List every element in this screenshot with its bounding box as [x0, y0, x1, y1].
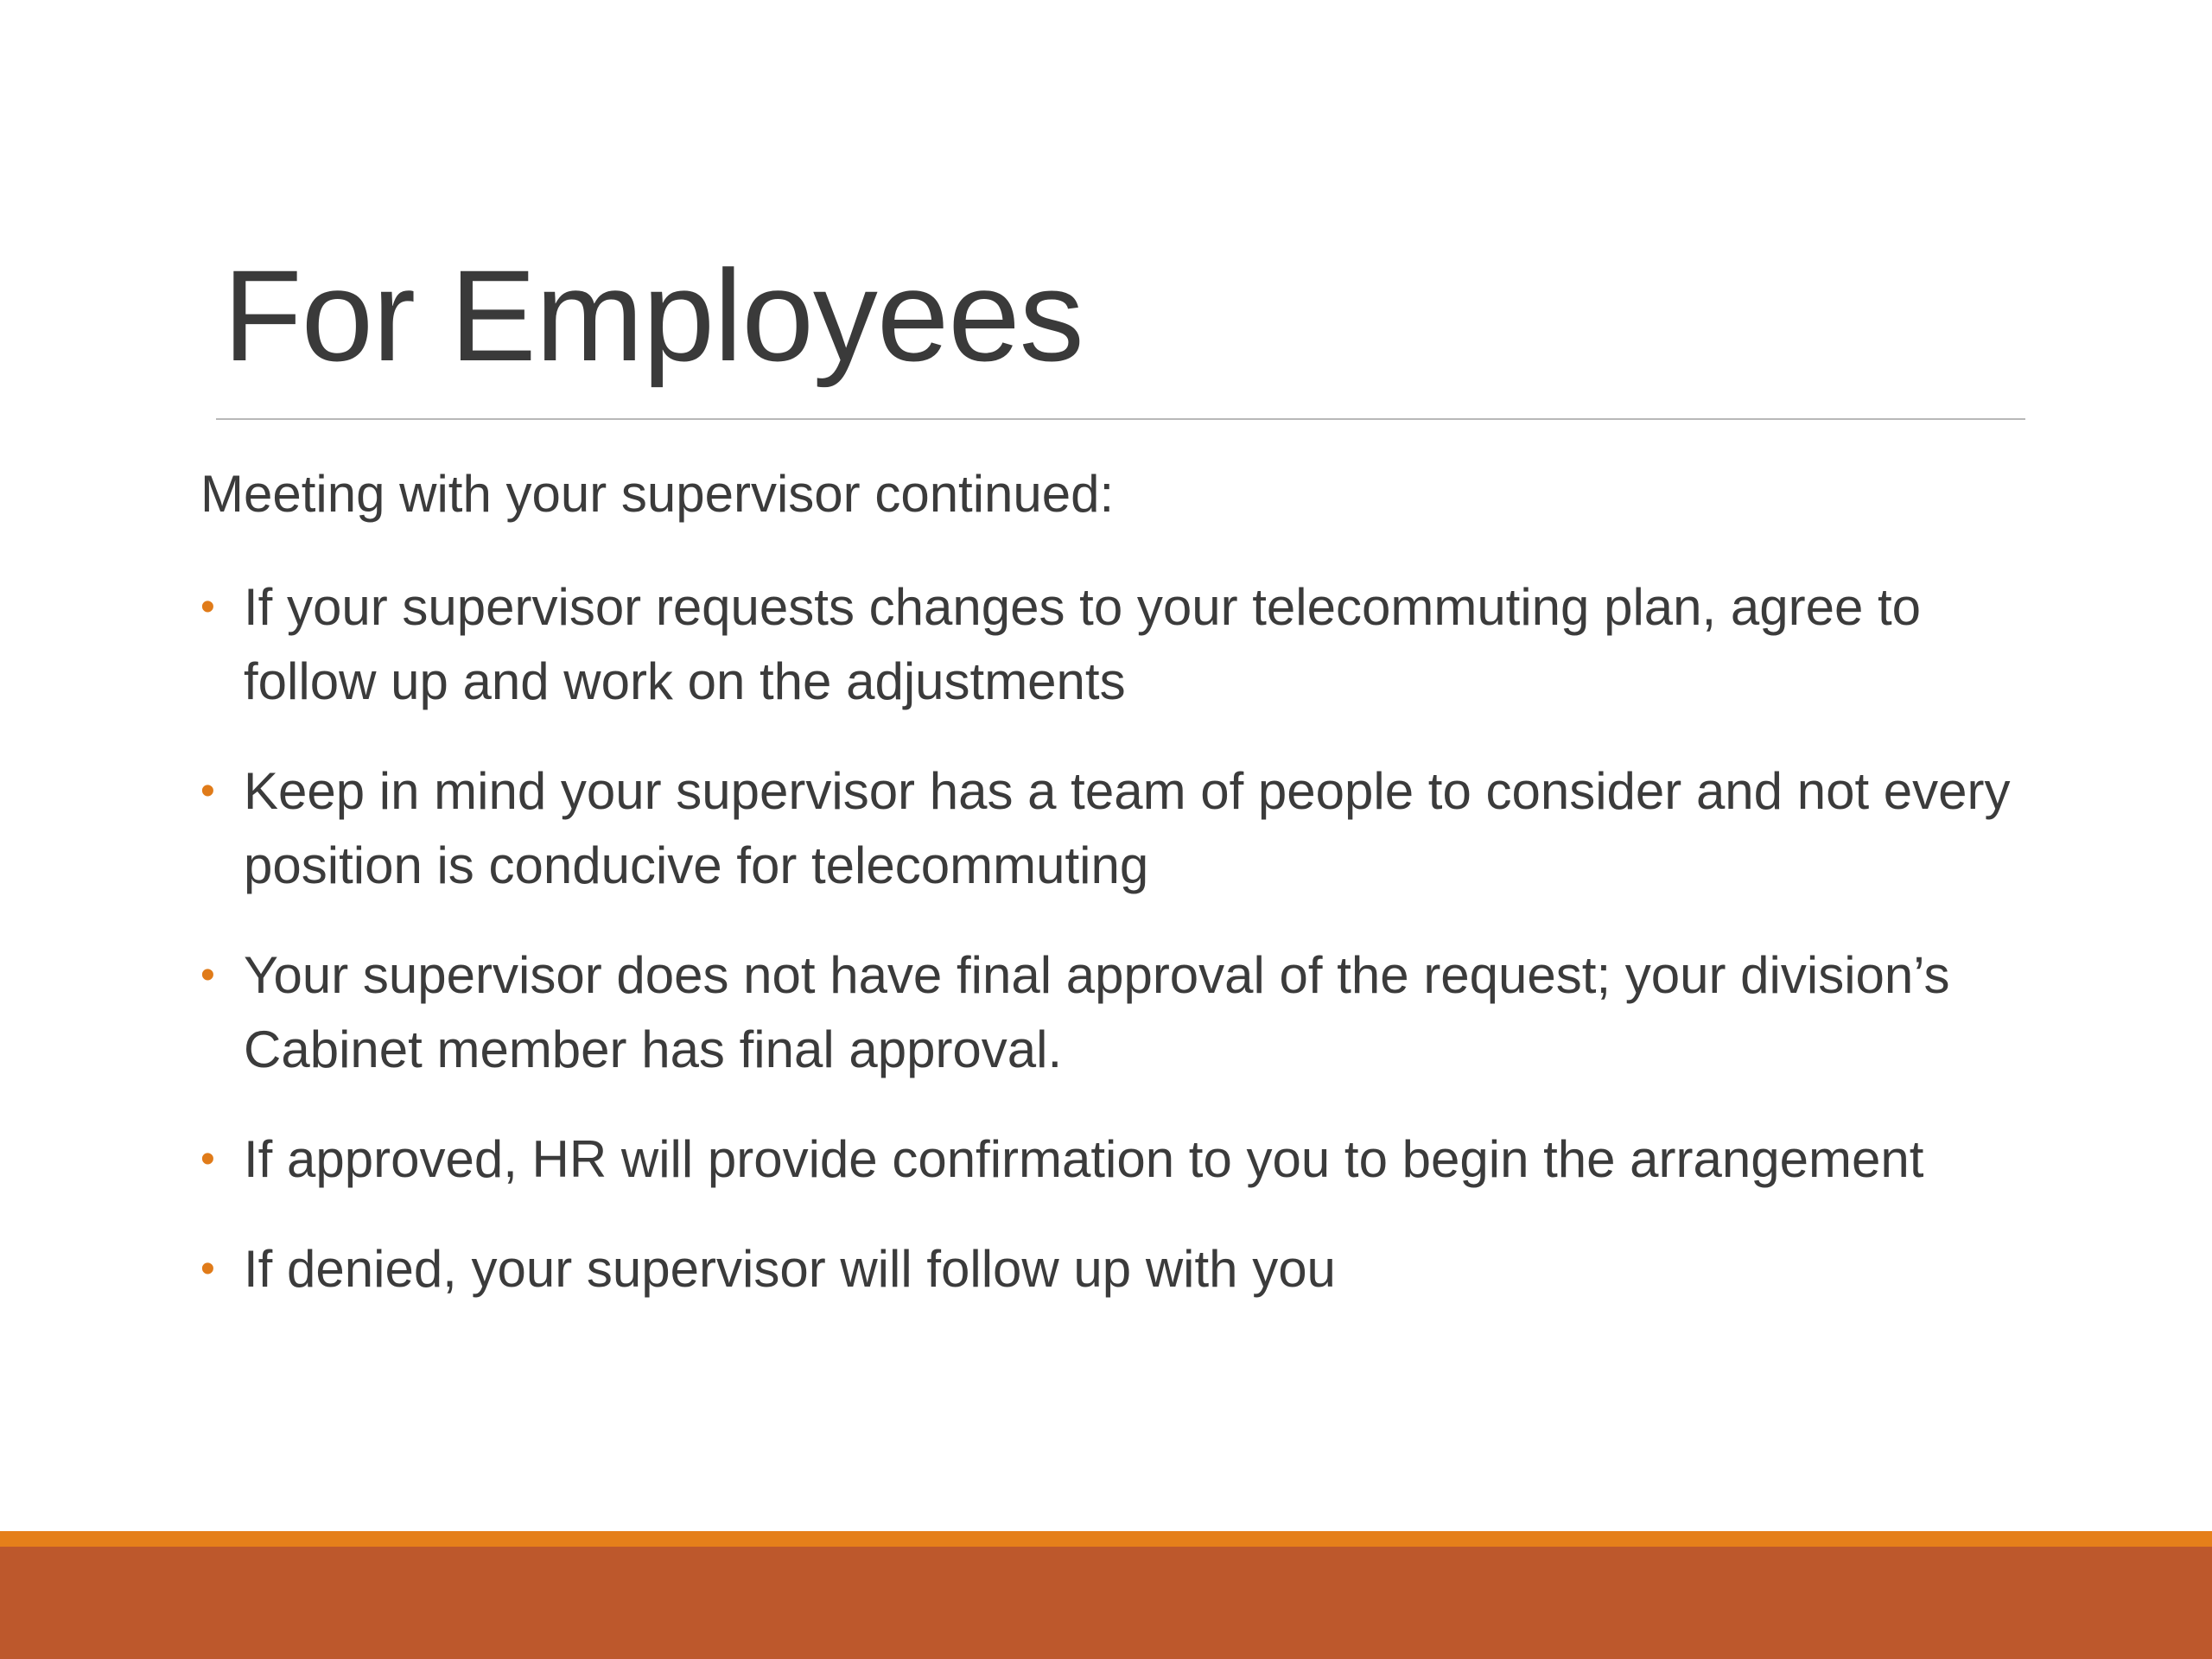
bullet-item: [200, 754, 2041, 903]
bullet-item: [200, 938, 2041, 1087]
bullet-text: If your supervisor requests changes to your telecommuting plan, agree to follow up and work on the adjustments: [244, 578, 1922, 710]
slide-title: For Employees: [223, 243, 1084, 388]
title-divider: [216, 418, 2025, 420]
bullet-list: [200, 570, 2041, 1342]
bullet-item: [200, 1232, 2041, 1306]
bullet-text: Your supervisor does not have final approval of the request; your division’s Cabinet member has final approval.: [244, 946, 1950, 1078]
bullet-item: [200, 1122, 2041, 1197]
bullet-icon: •: [200, 584, 215, 630]
bullet-text: If denied, your supervisor will follow up with you: [244, 1240, 1336, 1298]
bullet-icon: •: [200, 1246, 215, 1292]
bullet-item: [200, 570, 2041, 719]
bullet-icon: •: [200, 952, 215, 998]
bullet-text: If approved, HR will provide confirmation to you to begin the arrangement: [244, 1130, 1924, 1188]
bullet-icon: •: [200, 768, 215, 814]
bullet-icon: •: [200, 1136, 215, 1182]
bullet-text: Keep in mind your supervisor has a team of people to consider and not every position is conducive for telecommuting: [244, 762, 2011, 894]
footer-accent-line: [0, 1531, 2212, 1547]
footer-band: [0, 1547, 2212, 1659]
intro-text: Meeting with your supervisor continued:: [200, 465, 1115, 523]
